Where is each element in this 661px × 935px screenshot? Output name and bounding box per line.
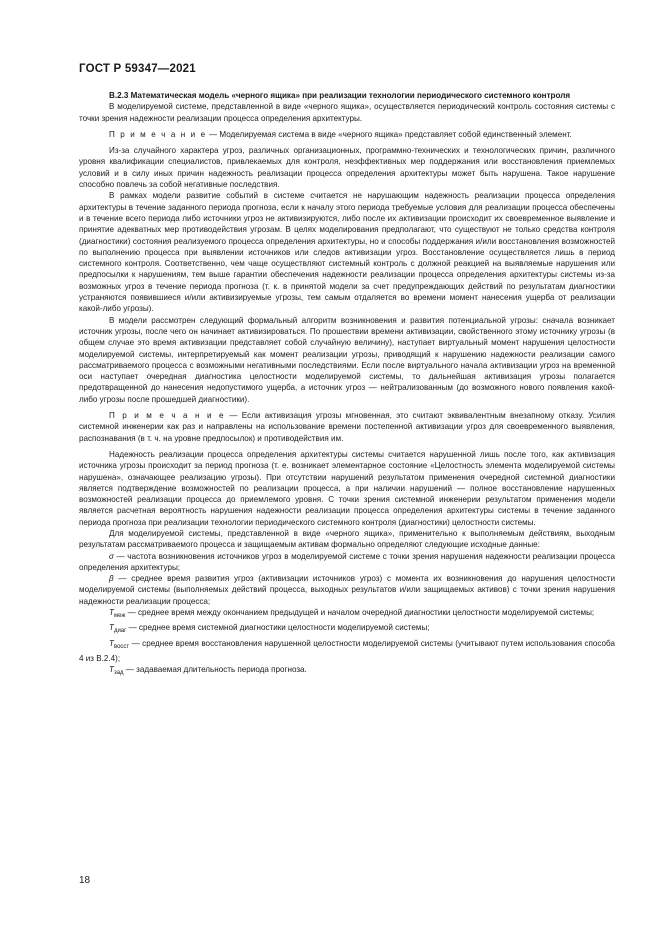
subscript: меж: [113, 613, 126, 620]
symbol: T: [109, 638, 114, 648]
definition-text: — среднее время между окончанием предыдущей и началом очередной диагностики целостности моделируемой системы;: [125, 608, 595, 618]
symbol: σ: [109, 551, 114, 561]
section-heading: В.2.3 Математическая модель «черного ящика» при реализации технологии периодического системного контроля: [109, 91, 571, 100]
note: [79, 129, 615, 140]
definition-text: — среднее время развития угроз (активизации источников угроз) с момента их возникновения до нарушения целостности моделируемой системы (выполняемых действий процесса, выходных результатов и/или защищаемых активов) с точки зрения нарушения надежности реализации процесса;: [79, 574, 615, 606]
note-label: П р и м е ч а н и е: [109, 411, 226, 421]
symbol: T: [109, 608, 114, 618]
page-number: 18: [79, 875, 91, 886]
definition-t-vosst: [79, 638, 615, 665]
symbol: T: [109, 623, 114, 633]
definition-text: — среднее время восстановления нарушенной целостности моделируемой системы (учитывают путем использования способа 4 из В.2.4);: [79, 638, 615, 663]
symbol: T: [109, 665, 114, 675]
subscript: зад: [113, 670, 124, 677]
definition-sigma: [79, 551, 615, 574]
definition-t-zad: [79, 664, 615, 679]
definition-text: — среднее время системной диагностики целостности моделируемой системы;: [126, 623, 430, 633]
paragraph: Надежность реализации процесса определения архитектуры системы считается нарушенной лишь после того, как активизация источника угрозы происходит за период прогноза (т. е. возникает элементарное состояние «Целостность элемента моделируемой системы нарушена», означающее реализацию угрозы). При отсутствии нарушений результатом применения очередной системной диагностики является подтверждение возможностей по реализации процесса, а при наличии нарушений — полное восстановление нарушенных возможностей реализации процесса до приемлемого уровня. С точки зрения системной инженерии результатом применения модели является расчетная вероятность нарушения надежности реализации процесса определения архитектуры системы в течение заданного периода прогноза при реализации технологии периодического системного контроля (диагностики) целостности системы.: [79, 449, 615, 527]
paragraph: Из-за случайного характера угроз, различных организационных, программно-технических и технологических причин, различного уровня квалификации специалистов, привлекаемых для контроля, неэффективных мер поддержания или восстановления приемлемых условий и в силу иных причин надежность реализации процесса определения архитектуры может быть нарушена. Такое нарушение способно повлечь за собой негативные последствия.: [79, 146, 615, 190]
paragraph: В моделируемой системе, представленной в виде «черного ящика», осуществляется периодический контроль состояния системы с точки зрения надежности реализации процесса определения архитектуры.: [79, 102, 615, 123]
definition-t-diag: [79, 622, 615, 637]
note-label: П р и м е ч а н и е: [109, 129, 207, 139]
subscript: диаг: [113, 628, 127, 635]
document-body: [79, 90, 615, 680]
document-header: ГОСТ Р 59347—2021: [79, 63, 196, 75]
definition-beta: [79, 573, 615, 607]
subscript: восст: [113, 643, 130, 650]
symbol: β: [109, 574, 114, 584]
note-text: — Если активизация угрозы мгновенная, это считают эквивалентным внезапному отказу. Усилия системной инженерии как раз и направлены на использование времени постепенной активизации угроз для своевременного выявления, распознавания (в т. ч. на уровне предпосылок) и противодействия им.: [79, 411, 615, 443]
note: [79, 410, 615, 444]
paragraph: В модели рассмотрен следующий формальный алгоритм возникновения и развития потенциальной угрозы: сначала возникает источник угрозы, после чего он начинает активизироваться. По прошествии времени активизации, свойственного этому источнику угрозы (в общем случае это время активизации представляет собой случайную величину), наступает виртуальный момент нарушения целостности моделируемой системы, интерпретируемый как момент реализации угрозы, приводящий к нарушению надежности реализации самого рассматриваемого процесса с возможными негативными последствиями. Если после виртуального начала активизации угроз на временной оси наступает очередная диагностика целостности моделируемой системы, то дальнейшая активизация угрозы полагается предотвращенной до нанесения недопустимого ущерба, а источник угроз — нейтрализованным (до возможного нового появления какой-либо угрозы после прошедшей диагностики).: [79, 315, 615, 404]
paragraph: В рамках модели развитие событий в системе считается не нарушающим надежность реализации процесса определения архитектуры в течение заданного периода прогноза, если к началу этого периода требуемые условия для реализации процесса обеспечены и в течение всего периода либо источники угроз не активизируются, либо после их активизации происходит их своевременное выявление и принятие адекватных мер противодействия угрозам. В целях моделирования предполагают, что существуют не только средства контроля (диагностики) состояния реализуемого процесса определения архитектуры, но и способы поддержания и/или восстановления возможностей по выполнению процесса при выявлении источников или следов активизации угроз. Восстановление осуществляется лишь в период системного контроля. Соответственно, чем чаще осуществляют системный контроль с должной реакцией на выявляемые нарушения или предпосылки к нарушениям, тем выше гарантии обеспечения надежности реализации процесса определения архитектуры системы из-за возможных угроз в течение периода прогноза (т. к. в принятой модели за счет предупреждающих действий по результатам диагностики устраняются появившиеся и/или активизируемые угрозы, тем самым отдаляется во времени момент нанесения ущерба от реализации какой-либо угрозы).: [79, 191, 615, 314]
note-text: — Моделируемая система в виде «черного ящика» представляет собой единственный элемент.: [206, 129, 572, 139]
paragraph: Для моделируемой системы, представленной в виде «черного ящика», применительно к выполняемым действиям, выходным результатам рассматриваемого процесса и защищаемым активам формально определяют следующие исходные данные:: [79, 528, 615, 550]
definition-text: — частота возникновения источников угроз в моделируемой системе с точки зрения нарушения надежности реализации процесса определения архитектуры;: [79, 551, 615, 572]
definition-t-mezh: [79, 607, 615, 622]
definition-text: — задаваемая длительность периода прогноза.: [123, 665, 307, 675]
